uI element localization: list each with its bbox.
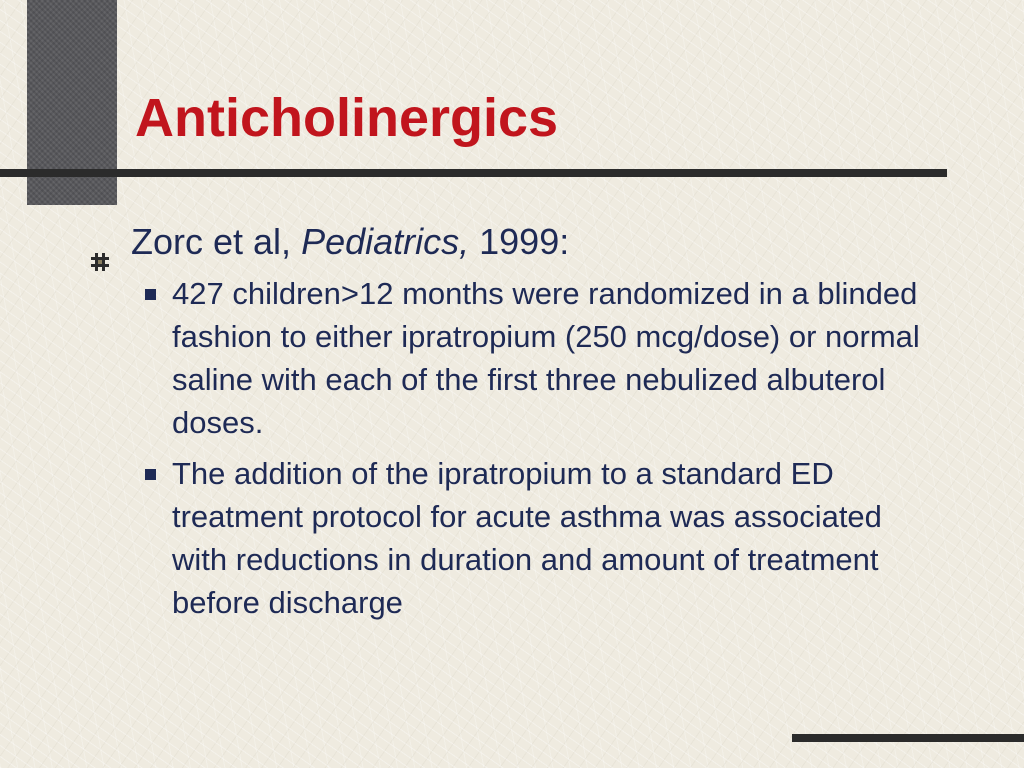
citation-year: 1999: (469, 221, 570, 262)
citation-bullet (85, 218, 985, 266)
detail-list (85, 272, 985, 624)
footer-rule (792, 734, 1024, 742)
hash-bullet-icon (91, 235, 109, 253)
detail-text: 427 children>12 months were randomized in a blinded fashion to either ipratropium (250 mcg/dose) or normal saline with each of the first three nebulized albuterol doses. (172, 276, 920, 440)
square-bullet-icon (145, 469, 156, 480)
square-bullet-icon (145, 289, 156, 300)
detail-text: The addition of the ipratropium to a standard ED treatment protocol for acute asthma was associated with reductions in duration and amount of treatment before discharge (172, 456, 882, 620)
citation-journal: Pediatrics, (301, 221, 470, 262)
title-underline-rule (0, 169, 947, 177)
slide-body (85, 218, 985, 632)
citation-authors: Zorc et al, (131, 221, 302, 262)
list-item (85, 272, 942, 444)
slide-title: Anticholinergics (135, 88, 559, 148)
list-item (85, 452, 942, 624)
